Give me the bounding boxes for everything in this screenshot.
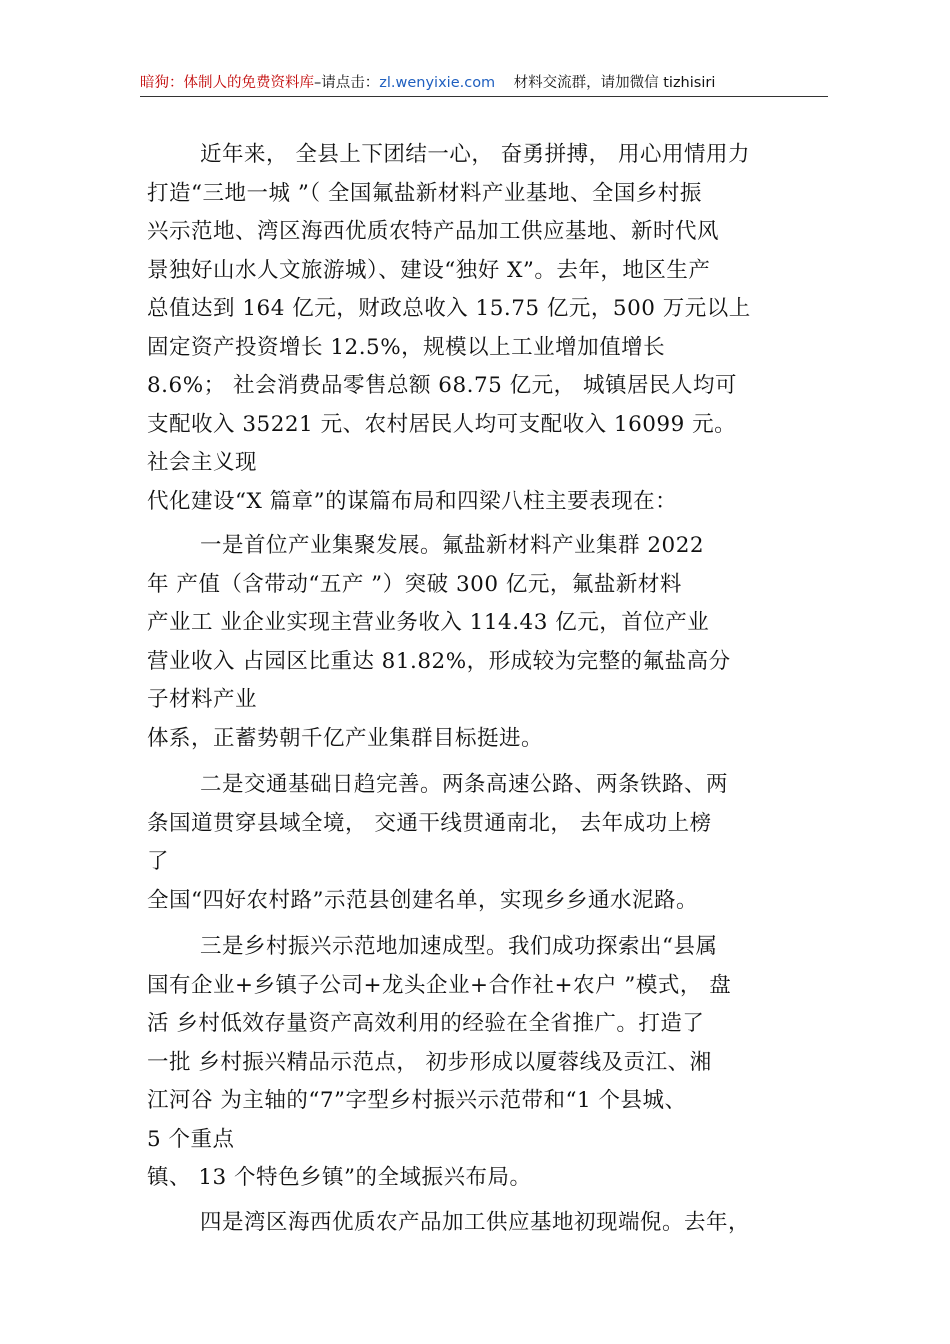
paragraph-line: 打造“三地一城 ”（ 全国氟盐新材料产业基地、全国乡村振 (147, 180, 702, 206)
paragraph-line: 5 个重点 (147, 1126, 235, 1152)
paragraph-line: 全国“四好农村路”示范县创建名单，实现乡乡通水泥路。 (147, 887, 698, 913)
click-prompt: –请点击： (314, 75, 380, 91)
paragraph-line: 一是首位产业集聚发展。氟盐新材料产业集群 2022 (200, 533, 705, 558)
paragraph-line: 产业工 业企业实现主营业务收入 114.43 亿元，首位产业 (147, 610, 710, 635)
paragraph-line: 一批 乡村振兴精品示范点， 初步形成以厦蓉线及贡江、湘 (147, 1049, 712, 1075)
paragraph-line: 子材料产业 (147, 687, 258, 712)
paragraph-line: 总值达到 164 亿元，财政总收入 15.75 亿元，500 万元以上 (147, 296, 751, 321)
paragraph-line: 支配收入 35221 元、农村居民人均可支配收入 16099 元。 (147, 411, 737, 437)
paragraph-line: 8.6%； 社会消费品零售总额 68.75 亿元， 城镇居民人均可 (147, 373, 738, 398)
paragraph-line: 体系，正蓄势朝千亿产业集群目标挺进。 (147, 725, 544, 751)
paragraph-line: 景独好山水人文旅游城）、建设“独好 X”。去年，地区生产 (147, 257, 711, 283)
contact-info: 材料交流群，请加微信 tizhisiri (513, 75, 716, 91)
document-body (147, 136, 827, 1242)
paragraph-line: 近年来， 全县上下团结一心， 奋勇拼搏， 用心用情用力 (200, 142, 751, 167)
paragraph-line: 营业收入 占园区比重达 81.82%，形成较为完整的氟盐高分 (147, 648, 731, 674)
paragraph-line: 国有企业+乡镇子公司+龙头企业+合作社+农户 ”模式， 盘 (147, 972, 732, 998)
paragraph-line: 活 乡村低效存量资产高效利用的经验在全省推广。打造了 (147, 1011, 705, 1036)
paragraph-line: 兴示范地、湾区海西优质农特产品加工供应基地、新时代风 (147, 219, 720, 244)
paragraph-line: 条国道贯穿县域全境， 交通干线贯通南北， 去年成功上榜 (147, 810, 712, 836)
paragraph-line: 镇、 13 个特色乡镇”的全域振兴布局。 (147, 1165, 532, 1190)
paragraph-line: 江河谷 为主轴的“7”字型乡村振兴示范带和“1 个县城、 (147, 1088, 687, 1113)
site-url-link[interactable]: zl.wenyixie.com (379, 75, 496, 91)
paragraph-line: 四是湾区海西优质农产品加工供应基地初现端倪。去年， (200, 1209, 751, 1235)
paragraph-line: 固定资产投资增长 12.5%，规模以上工业增加值增长 (147, 334, 666, 360)
page-header (140, 74, 828, 97)
site-label: 暗狗：体制人的免费资料库 (140, 75, 314, 91)
paragraph-line: 年 产值（含带动“五产 ”）突破 300 亿元，氟盐新材料 (147, 571, 682, 597)
paragraph-line: 三是乡村振兴示范地加速成型。我们成功探索出“县属 (200, 934, 718, 959)
paragraph-line: 二是交通基础日趋完善。两条高速公路、两条铁路、两 (200, 772, 729, 797)
paragraph-line: 社会主义现 (147, 450, 258, 475)
paragraph-line: 代化建设“X 篇章”的谋篇布局和四梁八柱主要表现在： (147, 488, 678, 514)
paragraph-line: 了 (147, 849, 170, 874)
